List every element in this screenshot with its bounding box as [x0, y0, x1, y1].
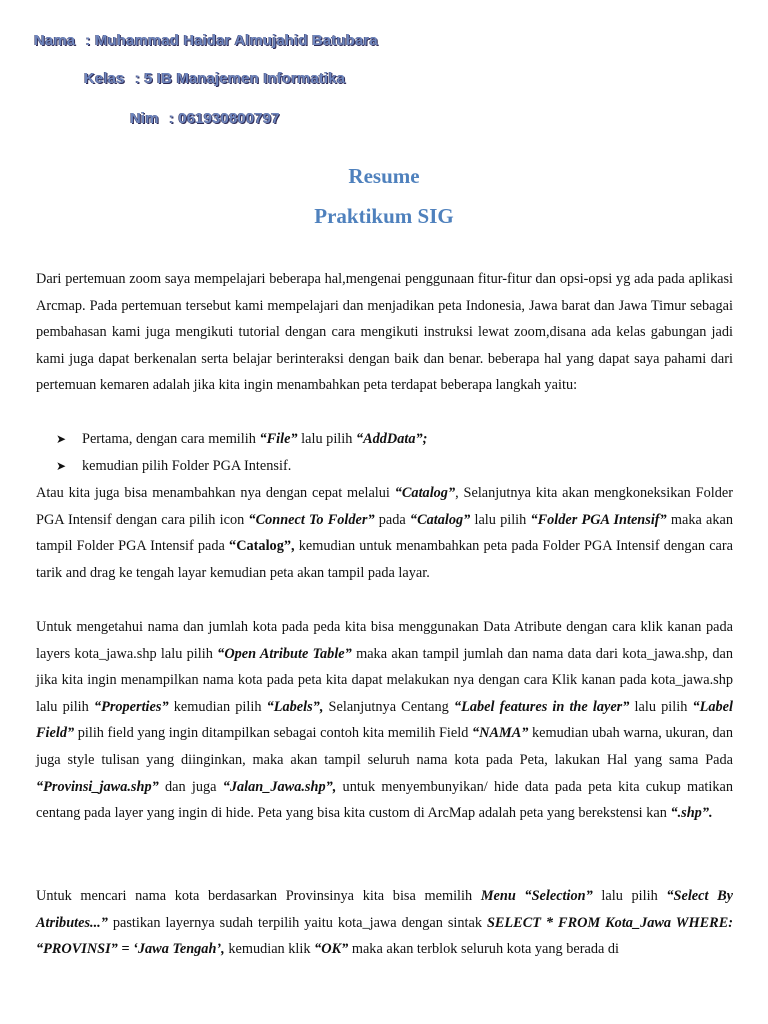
- p4-text: pastikan layernya sudah terpilih yaitu kota_jawa dengan sintak: [107, 914, 487, 931]
- p3-text: Selanjutnya Centang: [323, 698, 454, 715]
- nama-value: : Muhammad Haidar Almujahid Batubara: [85, 32, 378, 49]
- p3-text: maka akan tampil jumlah dan nama data dari kota_jawa.shp, dan jika kita ingin menampilkan nama kota pada peta kita dapat melakukan nya dengan cara Klik kanan pada kota_jawa.shp lalu pilih: [36, 645, 733, 715]
- p3-properties: “Properties”: [93, 698, 169, 715]
- bullet-item-2: [56, 453, 726, 480]
- p3-text: pilih field yang ingin ditampilkan sebagai contoh kita memilih Field: [74, 725, 472, 742]
- p3-open-attribute-table: “Open Atribute Table”: [217, 645, 352, 662]
- p2-text: , Selanjutnya kita akan mengkoneksikan Folder PGA Intensif dengan cara pilih icon: [36, 485, 733, 528]
- header-nim: [130, 110, 280, 127]
- bullet-1-file: “File”: [259, 431, 298, 447]
- p2-text: kemudian untuk menambahkan peta pada Folder PGA Intensif dengan cara tarik and drag ke tengah layar kemudian peta akan tampil pada layar.: [36, 538, 734, 581]
- paragraph-attribute: [36, 614, 733, 827]
- p4-text: lalu pilih: [592, 888, 667, 904]
- p2-text: Atau kita juga bisa menambahkan nya dengan cepat melalui: [36, 485, 395, 501]
- p4-select-by-attributes: “Select By Atributes...”: [36, 888, 734, 931]
- bullet-item-1: [56, 426, 726, 453]
- p2-text: lalu pilih: [470, 511, 531, 528]
- nim-label: Nim: [130, 110, 159, 127]
- p4-menu-selection: Menu “Selection”: [480, 888, 593, 904]
- paragraph-intro: Dari pertemuan zoom saya mempelajari beberapa hal,mengenai penggunaan fitur-fitur dan opsi-opsi yg ada pada aplikasi Arcmap. Pada pertemuan tersebut kami mempelajari dan menjadikan peta Indonesia, Jawa barat dan Jawa Timur sebagai pembahasan kami juga mengikuti tutorial dengan cara mengikuti instruksi lewat zoom,disana ada kelas gabungan jadi kami juga dapat berkenalan serta belajar berinteraksi dengan baik dan benar. beberapa hal yang dapat saya pahami dari pertemuan kemaren adalah jika kita ingin menambahkan peta terdapat beberapa langkah yaitu:: [36, 271, 733, 394]
- p3-text: kemudian ubah warna, ukuran, dan juga style tulisan yang diinginkan, maka akan tampil seluruh nama kota pada Peta, lakukan Hal yang sama Pada: [36, 725, 733, 768]
- kelas-value: : 5 IB Manajemen Informatika: [134, 70, 346, 87]
- header-kelas: [84, 70, 345, 87]
- bullet-1-adddata: “AddData”;: [355, 431, 428, 447]
- bullet-2-text: kemudian pilih Folder PGA Intensif.: [82, 458, 292, 474]
- document-title: Resume: [348, 164, 420, 188]
- p2-connect-to-folder: “Connect To Folder”: [248, 511, 375, 528]
- p4-text: Untuk mencari nama kota berdasarkan Provinsinya kita bisa memilih: [36, 888, 481, 904]
- p3-text: Untuk mengetahui nama dan jumlah kota pada peda kita bisa menggunakan Data Atribute dengan cara klik kanan pada layers kota_jawa.shp lalu pilih: [36, 619, 733, 662]
- p3-provinsi-jawa: “Provinsi_jawa.shp”: [36, 778, 159, 795]
- document-subtitle: Praktikum SIG: [314, 204, 454, 228]
- p2-catalog: “Catalog”,: [229, 538, 295, 555]
- p3-jalan-jawa: “Jalan_Jawa.shp”,: [222, 778, 337, 795]
- p3-nama: “NAMA”: [471, 725, 529, 742]
- p4-text: maka akan terblok seluruh kota yang berada di: [348, 941, 620, 958]
- arrow-bullet-icon: ➤: [56, 459, 67, 473]
- p2-text: maka akan tampil Folder PGA Intensif pada: [36, 511, 734, 555]
- bullet-1-text: Pertama, dengan cara memilih: [82, 431, 260, 447]
- p2-folder-pga: “Folder PGA Intensif”: [530, 511, 667, 528]
- nama-label: Nama: [34, 32, 76, 49]
- p2-text: pada: [374, 511, 410, 528]
- p3-label-features: “Label features in the layer”: [453, 698, 630, 715]
- p3-shp: “.shp”.: [670, 805, 713, 822]
- paragraph-selection: [36, 883, 733, 963]
- arrow-bullet-icon: ➤: [56, 432, 67, 446]
- nim-value: : 061930800797: [168, 110, 280, 127]
- p3-text: untuk menyembunyikan/ hide data pada peta kita cukup matikan centang pada layer yang ingin di hide. Peta yang bisa kita custom di ArcMap adalah peta yang berekstensi kan: [36, 778, 733, 822]
- p4-text: kemudian klik: [224, 941, 315, 958]
- header-nama: [34, 32, 378, 49]
- p3-labels: “Labels”,: [266, 698, 324, 715]
- kelas-label: Kelas: [84, 70, 125, 87]
- paragraph-catalog: [36, 480, 733, 586]
- p2-catalog: “Catalog”: [409, 511, 471, 528]
- p3-label-field: “Label Field”: [36, 698, 733, 742]
- p4-sql-query: SELECT * FROM Kota_Jawa WHERE: “PROVINSI” = ‘Jawa Tengah’,: [36, 914, 733, 958]
- p2-catalog: “Catalog”: [394, 485, 456, 501]
- bullet-1-mid: lalu pilih: [297, 431, 356, 447]
- p3-text: kemudian pilih: [168, 698, 267, 715]
- p3-text: lalu pilih: [629, 698, 693, 715]
- p3-text: dan juga: [158, 778, 223, 795]
- p4-ok: “OK”: [314, 941, 349, 958]
